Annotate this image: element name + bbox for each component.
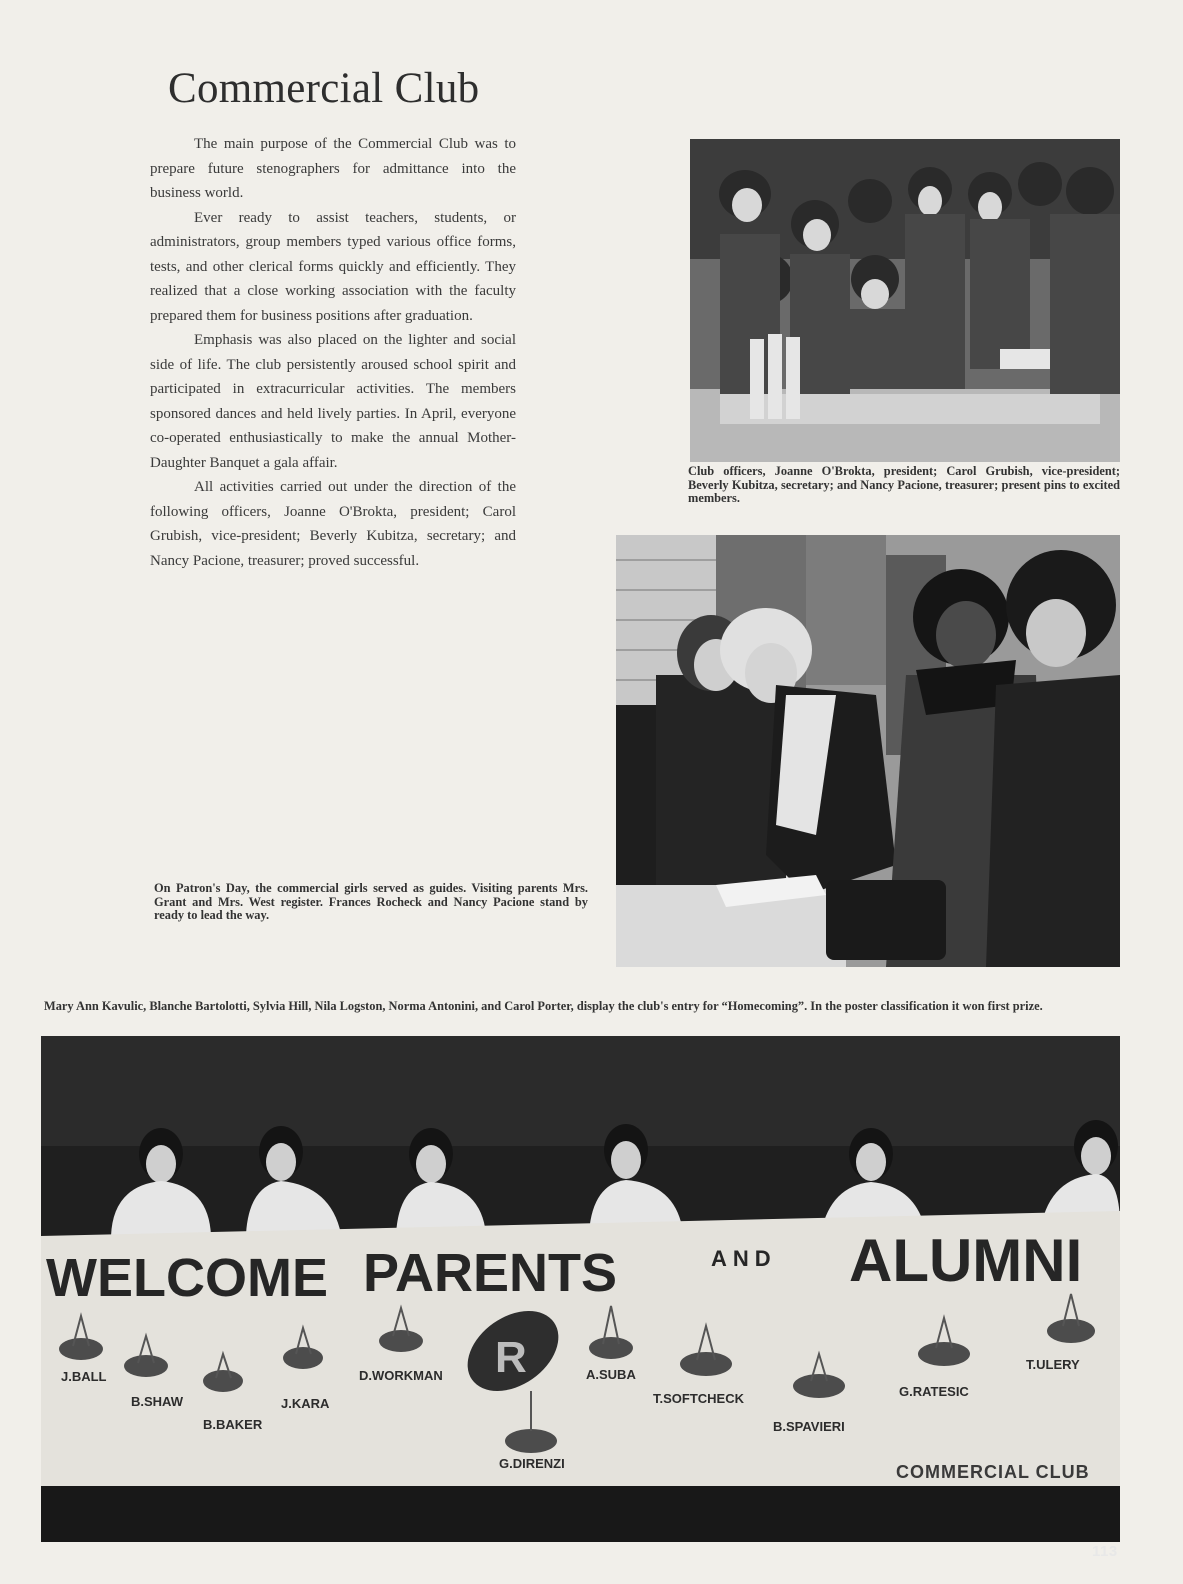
patrons-day-caption: On Patron's Day, the commercial girls served as guides. Visiting parents Mrs. Grant and Mrs. West register. Frances Rocheck and Nancy Pacione stand by ready to lead the way. (154, 881, 588, 923)
homecoming-caption: Mary Ann Kavulic, Blanche Bartolotti, Sylvia Hill, Nila Logston, Norma Antonini, and Carol Porter, display the club's entry for “Homecoming”. In the poster classification it won first prize. (44, 999, 1043, 1013)
officers-caption: Club officers, Joanne O'Brokta, president; Carol Grubish, vice-president; Beverly Kubitza, secretary; and Nancy Pacione, treasurer; present pins to excited members. (688, 464, 1120, 506)
paragraph-2: Ever ready to assist teachers, students, or administrators, group members typed various office forms, tests, and other clerical forms quickly and efficiently. They realized that a close working association with the faculty prepared them for business positions after graduation. (150, 209, 516, 324)
page-title: Commercial Club (168, 65, 480, 112)
paragraph-1: The main purpose of the Commercial Club was to prepare future stenographers for admittance into the business world. (150, 136, 516, 201)
banner-name-9: B.SPAVIERI (773, 1419, 845, 1434)
patrons-day-photo (616, 535, 1120, 967)
banner-name-2: B.SHAW (131, 1394, 183, 1409)
banner-name-11: T.ULERY (1026, 1357, 1080, 1372)
banner-word-parents: PARENTS (363, 1243, 618, 1303)
paragraph-3: Emphasis was also placed on the lighter and social side of life. The club persistently aroused school spirit and participated in extracurricular activities. The members sponsored dances and held lively parties. In April, everyone co-operated enthusiastically to make the annual Mother-Daughter Banquet a gala affair. (150, 332, 516, 471)
banner-club-name: COMMERCIAL CLUB (896, 1462, 1090, 1482)
banner-word-and: AND (711, 1246, 777, 1271)
football-letter: R (495, 1333, 527, 1382)
article-body (150, 132, 516, 573)
page-number: 113 (1092, 1543, 1118, 1560)
banner-name-8: T.SOFTCHECK (653, 1391, 744, 1406)
banner-word-alumni: ALUMNI (849, 1227, 1083, 1294)
banner-word-welcome: WELCOME (46, 1248, 328, 1308)
paragraph-4: All activities carried out under the direction of the following officers, Joanne O'Brokta, president; Carol Grubish, vice-president; Beverly Kubitza, secretary; and Nancy Pacione, treasurer; proved successful. (150, 479, 516, 569)
banner-name-4: J.KARA (281, 1396, 330, 1411)
banner-name-1: J.BALL (61, 1369, 107, 1384)
homecoming-poster-photo (41, 1036, 1120, 1542)
banner-name-3: B.BAKER (203, 1417, 263, 1432)
banner-name-6: G.DIRENZI (499, 1456, 565, 1471)
banner-name-5: D.WORKMAN (359, 1368, 443, 1383)
officers-photo (690, 139, 1120, 462)
banner-name-7: A.SUBA (586, 1367, 636, 1382)
banner-name-10: G.RATESIC (899, 1384, 969, 1399)
